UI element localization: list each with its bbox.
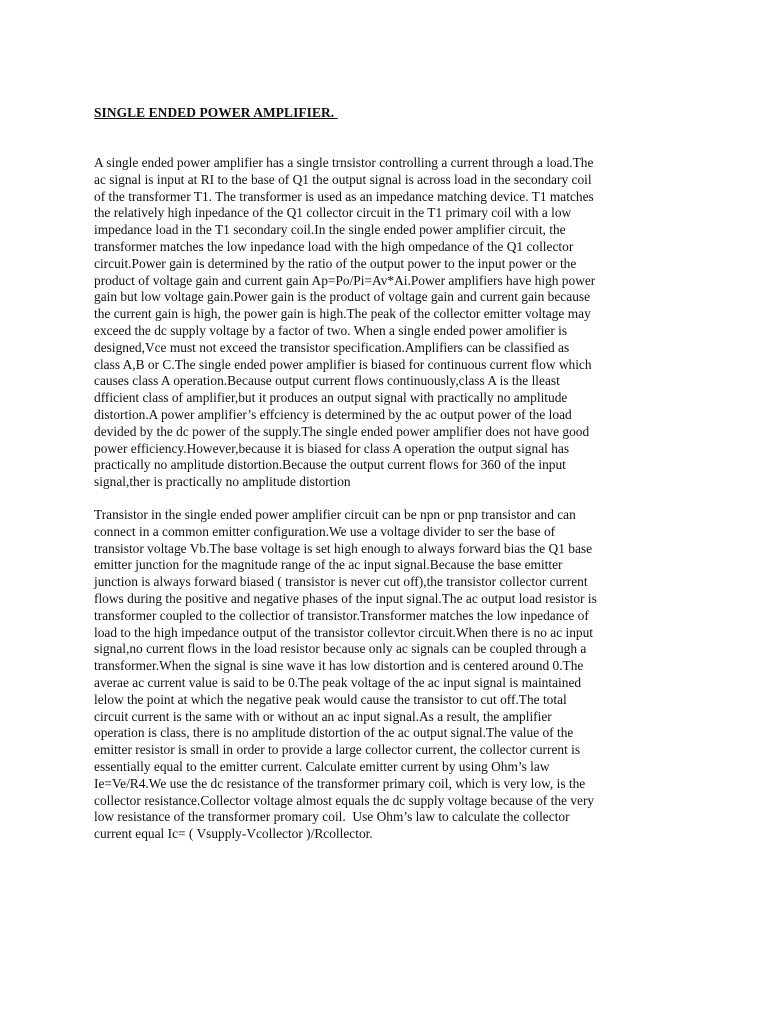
text-line: current equal Ic= ( Vsupply-Vcollector )/Rcollector. <box>94 826 373 842</box>
text-line: transformer coupled to the collectior of transistor.Transformer matches the low inpedance of <box>94 607 589 623</box>
text-line: circuit.Power gain is determined by the ratio of the output power to the input power or the <box>94 255 577 271</box>
text-line: signal,no current flows in the load resistor because only ac signals can be coupled through a <box>94 641 587 657</box>
text-line: designed,Vce must not exceed the transistor specification.Amplifiers can be classified as <box>94 339 570 355</box>
text-line: gain but low voltage gain.Power gain is the product of voltage gain and current gain because <box>94 289 591 305</box>
document-title: SINGLE ENDED POWER AMPLIFIER. <box>94 105 338 120</box>
text-line: flows during the positive and negative phases of the input signal.The ac output load resistor is <box>94 590 597 606</box>
text-line: impedance load in the T1 secondary coil.In the single ended power amplifier circuit, the <box>94 222 566 238</box>
text-line: class A,B or C.The single ended power amplifier is biased for continuous current flow which <box>94 356 592 372</box>
text-line: transistor voltage Vb.The base voltage is set high enough to always forward bias the Q1 base <box>94 540 593 556</box>
text-line: load to the high impedance output of the transistor collevtor circuit.When there is no ac input <box>94 624 594 640</box>
text-line: the current gain is high, the power gain is high.The peak of the collector emitter voltage may <box>94 306 591 322</box>
text-line: essentially equal to the emitter current. Calculate emitter current by using Ohm’s law <box>94 758 550 774</box>
text-line: distortion.A power amplifier’s effciency is determined by the ac output power of the load <box>94 406 572 422</box>
text-line: connect in a common emitter configuration.We use a voltage divider to ser the base of <box>94 523 556 539</box>
text-line: ac signal is input at RI to the base of Q1 the output signal is across load in the secondary coil <box>94 171 592 187</box>
text-line: practically no amplitude distortion.Because the output current flows for 360 of the input <box>94 457 566 473</box>
text-line: the relatively high inpedance of the Q1 collector circuit in the T1 primary coil with a low <box>94 205 572 221</box>
text-line: of the transformer T1. The transformer is used as an impedance matching device. T1 matches <box>94 188 594 204</box>
text-line: emitter resistor is small in order to provide a large collector current, the collector current is <box>94 742 581 758</box>
text-line: averae ac current value is said to be 0.The peak voltage of the ac input signal is maintained <box>94 674 582 690</box>
text-line: transformer matches the low inpedance load with the high ompedance of the Q1 collector <box>94 238 574 254</box>
text-line: lelow the point at which the negative peak would cause the transistor to cut off.The total <box>94 691 567 707</box>
paragraph-2 <box>94 507 684 843</box>
text-line: power efficiency.However,because it is biased for class A operation the output signal has <box>94 440 570 456</box>
text-line: A single ended power amplifier has a single trnsistor controlling a current through a load.The <box>94 155 594 170</box>
text-line: product of voltage gain and current gain Ap=Po/Pi=Av*Ai.Power amplifiers have high power <box>94 272 596 288</box>
text-line: devided by the dc power of the supply.The single ended power amplifier does not have good <box>94 423 590 439</box>
paragraph-1 <box>94 155 684 491</box>
text-line: causes class A operation.Because output current flows continuously,class A is the lleast <box>94 373 560 389</box>
text-line: Ie=Ve/R4.We use the dc resistance of the transformer primary coil, which is very low, is the <box>94 775 586 791</box>
text-line: junction is always forward biased ( transistor is never cut off),the transistor collector current <box>94 574 588 590</box>
text-line: circuit current is the same with or without an ac input signal.As a result, the amplifier <box>94 708 552 724</box>
text-line: dfficient class of amplifier,but it produces an output signal with practically no amplitude <box>94 390 568 406</box>
text-line: exceed the dc supply voltage by a factor of two. When a single ended power amolifier is <box>94 322 568 338</box>
text-line: emitter junction for the magnitude range of the ac input signal.Because the base emitter <box>94 557 563 573</box>
text-line: transformer.When the signal is sine wave it has low distortion and is centered around 0.The <box>94 658 584 674</box>
text-line: collector resistance.Collector voltage almost equals the dc supply voltage because of the very <box>94 792 595 808</box>
text-line: low resistance of the transformer promary coil. Use Ohm’s law to calculate the collector <box>94 809 570 825</box>
text-line: Transistor in the single ended power amplifier circuit can be npn or pnp transistor and can <box>94 507 576 522</box>
text-line: signal,ther is practically no amplitude distortion <box>94 474 351 490</box>
text-line: operation is class, there is no amplitude distortion of the ac output signal.The value of the <box>94 725 574 741</box>
